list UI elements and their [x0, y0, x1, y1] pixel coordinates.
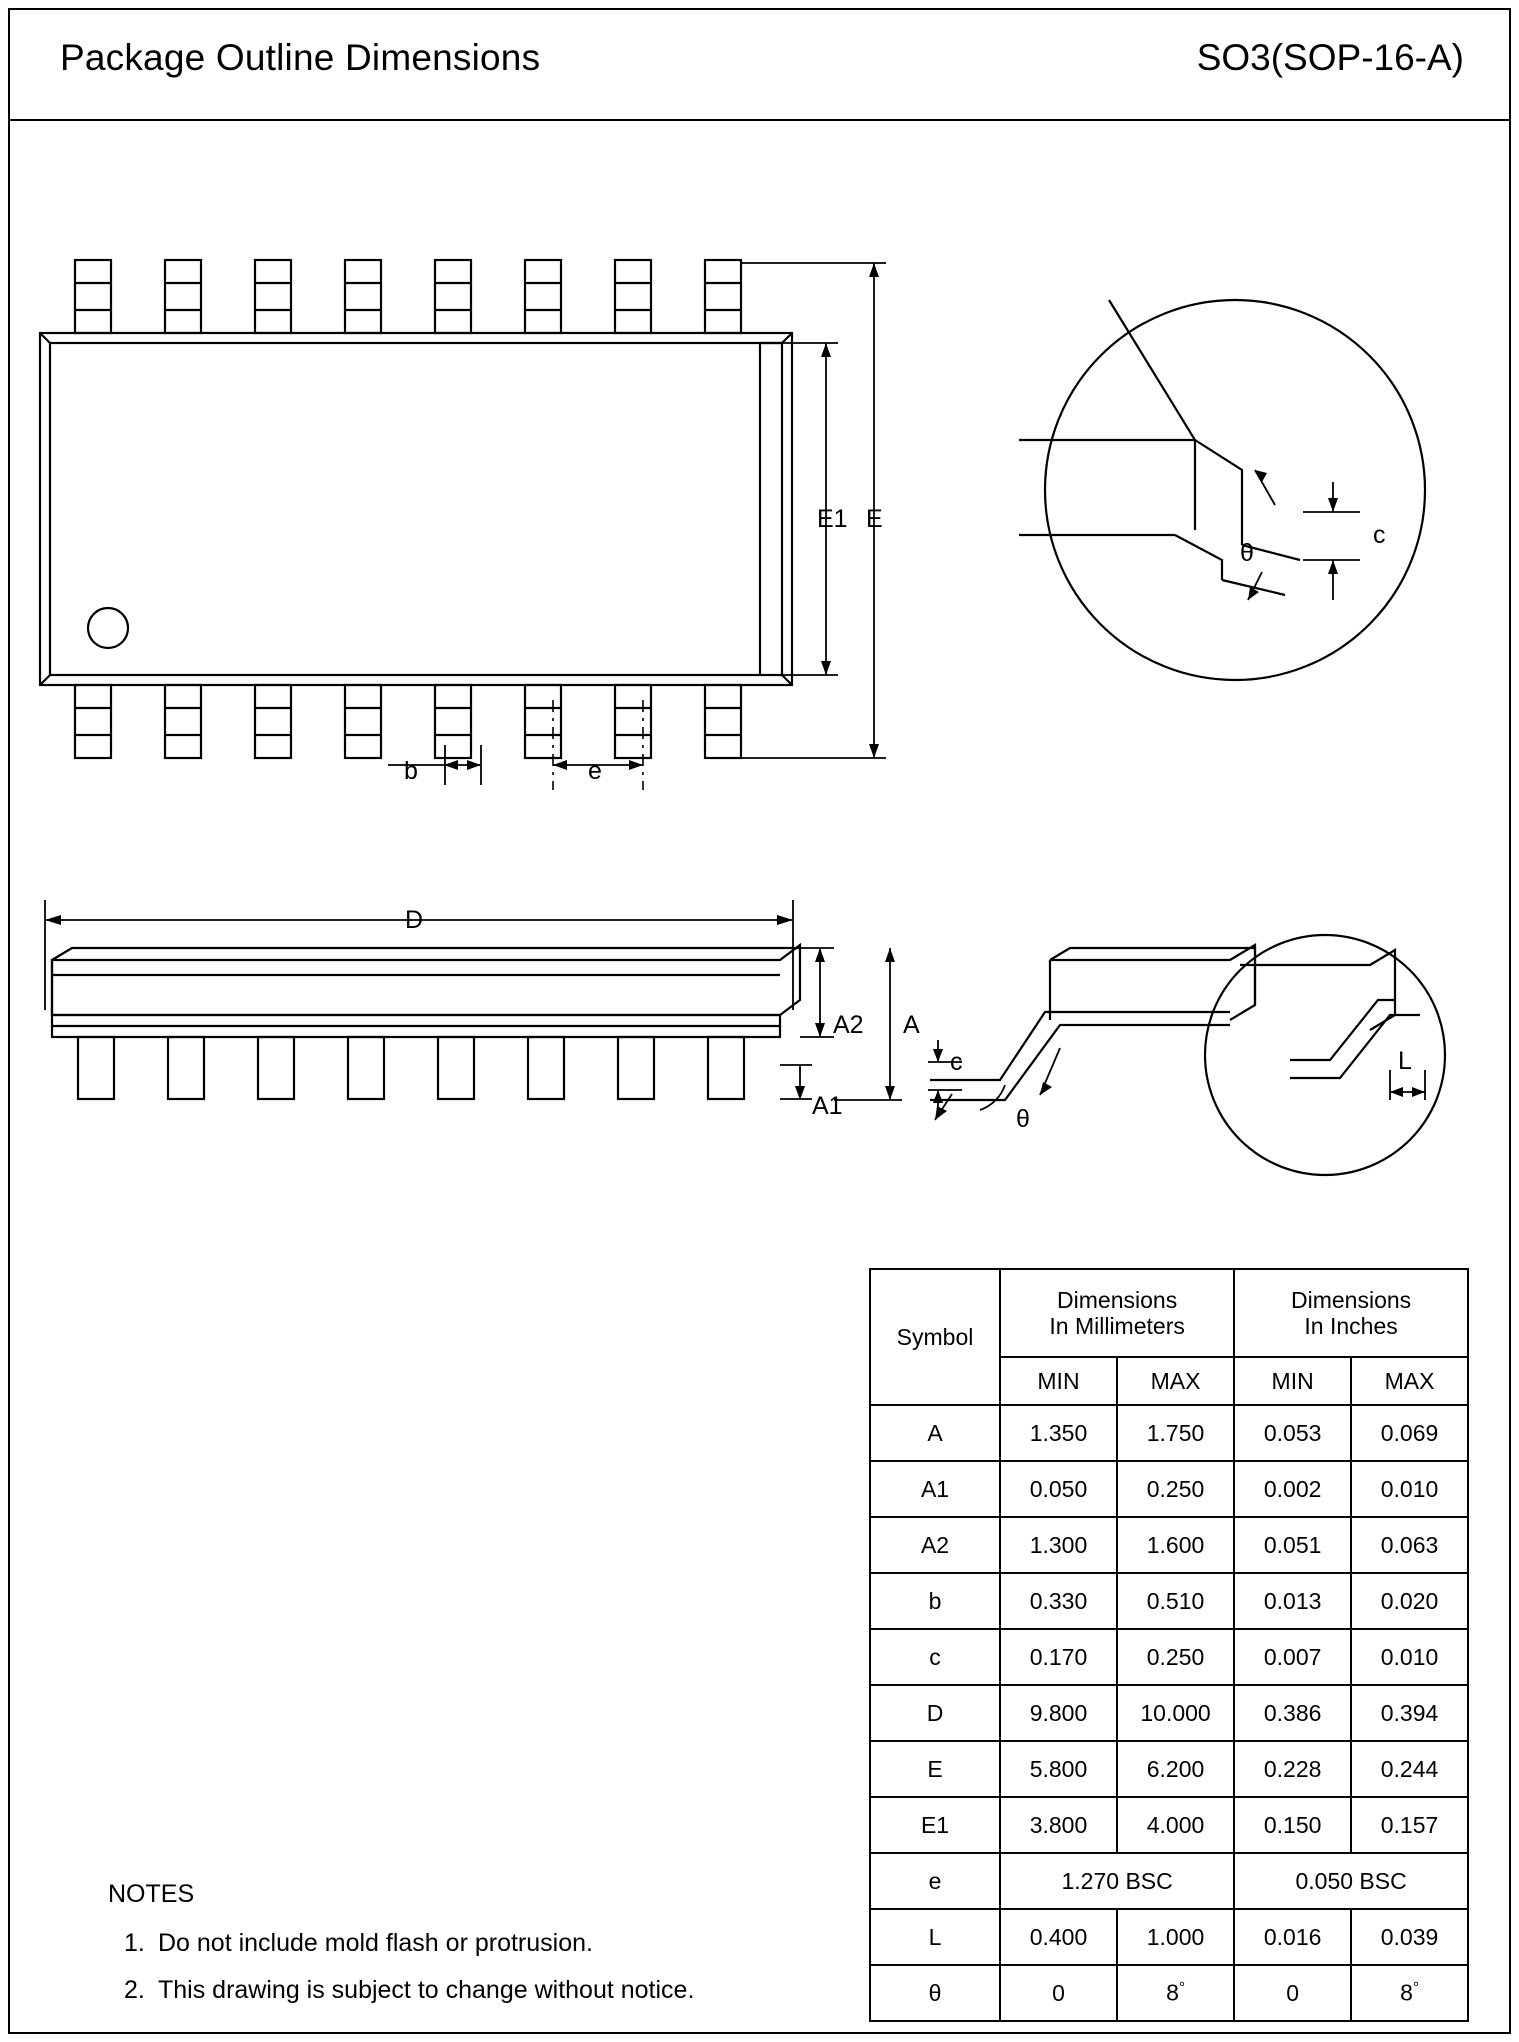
row-mm-max: 6.200: [1117, 1741, 1234, 1797]
header-mm-min: MIN: [1000, 1357, 1117, 1405]
row-in-min: 0: [1234, 1965, 1351, 2021]
row-mm-max: 0.510: [1117, 1573, 1234, 1629]
row-mm-min: 1.300: [1000, 1517, 1117, 1573]
row-mm-max: 1.000: [1117, 1909, 1234, 1965]
table-row-pitch: [870, 1853, 1468, 1909]
row-symbol: c: [870, 1629, 1000, 1685]
row-symbol: A: [870, 1405, 1000, 1461]
note-text: This drawing is subject to change without notice.: [158, 1976, 695, 2004]
row-in-min: 0.386: [1234, 1685, 1351, 1741]
row-mm-max: 1.750: [1117, 1405, 1234, 1461]
label-c-side-detail: c: [950, 1048, 963, 1076]
row-mm-min: 0: [1000, 1965, 1117, 2021]
row-in-max: 0.010: [1351, 1629, 1468, 1685]
row-in-min: 0.150: [1234, 1797, 1351, 1853]
table-row: [870, 1741, 1468, 1797]
label-l-detail: L: [1398, 1047, 1412, 1075]
label-e: E: [866, 505, 883, 533]
table-row-theta: [870, 1965, 1468, 2021]
label-theta-side-detail: θ: [1016, 1105, 1030, 1133]
row-symbol: e: [870, 1853, 1000, 1909]
header-symbol: Symbol: [870, 1269, 1000, 1405]
row-mm-max: [1117, 1965, 1234, 2021]
row-in-max: 0.244: [1351, 1741, 1468, 1797]
theta-in-max-value: 8: [1400, 1980, 1413, 2007]
row-in-max: 0.069: [1351, 1405, 1468, 1461]
table-row: [870, 1685, 1468, 1741]
row-mm-min: 0.400: [1000, 1909, 1117, 1965]
dimensions-table: [869, 1268, 1469, 2022]
row-symbol: D: [870, 1685, 1000, 1741]
header-divider: [8, 119, 1511, 121]
package-name: SO3(SOP-16-A): [1196, 37, 1464, 78]
table-header-row-1: [870, 1269, 1468, 1357]
row-mm-bsc: 1.270 BSC: [1000, 1853, 1234, 1909]
header-mm-line1: Dimensions: [1057, 1286, 1178, 1313]
row-symbol: b: [870, 1573, 1000, 1629]
note-number: 2.: [124, 1976, 145, 2004]
header-mm-max: MAX: [1117, 1357, 1234, 1405]
row-in-max: 0.010: [1351, 1461, 1468, 1517]
row-mm-min: 1.350: [1000, 1405, 1117, 1461]
header-in-min: MIN: [1234, 1357, 1351, 1405]
header-mm-line2: In Millimeters: [1049, 1313, 1185, 1339]
notes-title: NOTES: [108, 1880, 195, 1908]
header-inches: [1234, 1269, 1468, 1357]
table-row: [870, 1405, 1468, 1461]
table-row: [870, 1797, 1468, 1853]
header-in-line1: Dimensions: [1291, 1286, 1412, 1313]
table-row: [870, 1517, 1468, 1573]
label-e1: E1: [817, 505, 848, 533]
notes-block: [108, 1880, 694, 2023]
row-mm-max: 4.000: [1117, 1797, 1234, 1853]
row-in-min: 0.228: [1234, 1741, 1351, 1797]
row-in-max: [1351, 1965, 1468, 2021]
table-row: [870, 1573, 1468, 1629]
row-in-min: 0.013: [1234, 1573, 1351, 1629]
theta-mm-max-value: 8: [1166, 1980, 1179, 2007]
header-in-max: MAX: [1351, 1357, 1468, 1405]
page-title: Package Outline Dimensions: [60, 37, 541, 78]
label-a: A: [903, 1011, 920, 1039]
row-in-max: 0.063: [1351, 1517, 1468, 1573]
header-millimeters: [1000, 1269, 1234, 1357]
row-in-min: 0.007: [1234, 1629, 1351, 1685]
row-mm-max: 1.600: [1117, 1517, 1234, 1573]
row-symbol: L: [870, 1909, 1000, 1965]
row-symbol: A1: [870, 1461, 1000, 1517]
row-mm-min: 0.050: [1000, 1461, 1117, 1517]
row-in-bsc: 0.050 BSC: [1234, 1853, 1468, 1909]
label-a1: A1: [812, 1092, 843, 1120]
row-mm-min: 0.330: [1000, 1573, 1117, 1629]
row-in-min: 0.002: [1234, 1461, 1351, 1517]
row-in-max: 0.394: [1351, 1685, 1468, 1741]
label-c-top-detail: c: [1373, 521, 1386, 549]
row-mm-max: 0.250: [1117, 1461, 1234, 1517]
row-symbol: A2: [870, 1517, 1000, 1573]
note-item: [108, 1929, 694, 1958]
row-mm-max: 0.250: [1117, 1629, 1234, 1685]
label-a2: A2: [833, 1011, 864, 1039]
table-row: [870, 1909, 1468, 1965]
label-theta-top-detail: θ: [1240, 539, 1254, 567]
label-e-pitch: e: [588, 757, 602, 785]
theta-in-max-unit: °: [1412, 1979, 1419, 1997]
row-in-min: 0.051: [1234, 1517, 1351, 1573]
row-in-min: 0.016: [1234, 1909, 1351, 1965]
row-in-max: 0.157: [1351, 1797, 1468, 1853]
row-mm-min: 0.170: [1000, 1629, 1117, 1685]
label-d: D: [405, 906, 424, 934]
note-item: [108, 1976, 694, 2005]
row-in-max: 0.039: [1351, 1909, 1468, 1965]
row-symbol: θ: [870, 1965, 1000, 2021]
label-b: b: [404, 757, 418, 785]
row-mm-min: 5.800: [1000, 1741, 1117, 1797]
theta-mm-max-unit: °: [1178, 1979, 1185, 1997]
row-mm-min: 3.800: [1000, 1797, 1117, 1853]
note-number: 1.: [124, 1929, 145, 1957]
table-row: [870, 1629, 1468, 1685]
row-in-max: 0.020: [1351, 1573, 1468, 1629]
row-symbol: E: [870, 1741, 1000, 1797]
header-in-line2: In Inches: [1304, 1313, 1398, 1339]
row-in-min: 0.053: [1234, 1405, 1351, 1461]
note-text: Do not include mold flash or protrusion.: [158, 1929, 593, 1957]
row-mm-max: 10.000: [1117, 1685, 1234, 1741]
table-row: [870, 1461, 1468, 1517]
row-mm-min: 9.800: [1000, 1685, 1117, 1741]
row-symbol: E1: [870, 1797, 1000, 1853]
